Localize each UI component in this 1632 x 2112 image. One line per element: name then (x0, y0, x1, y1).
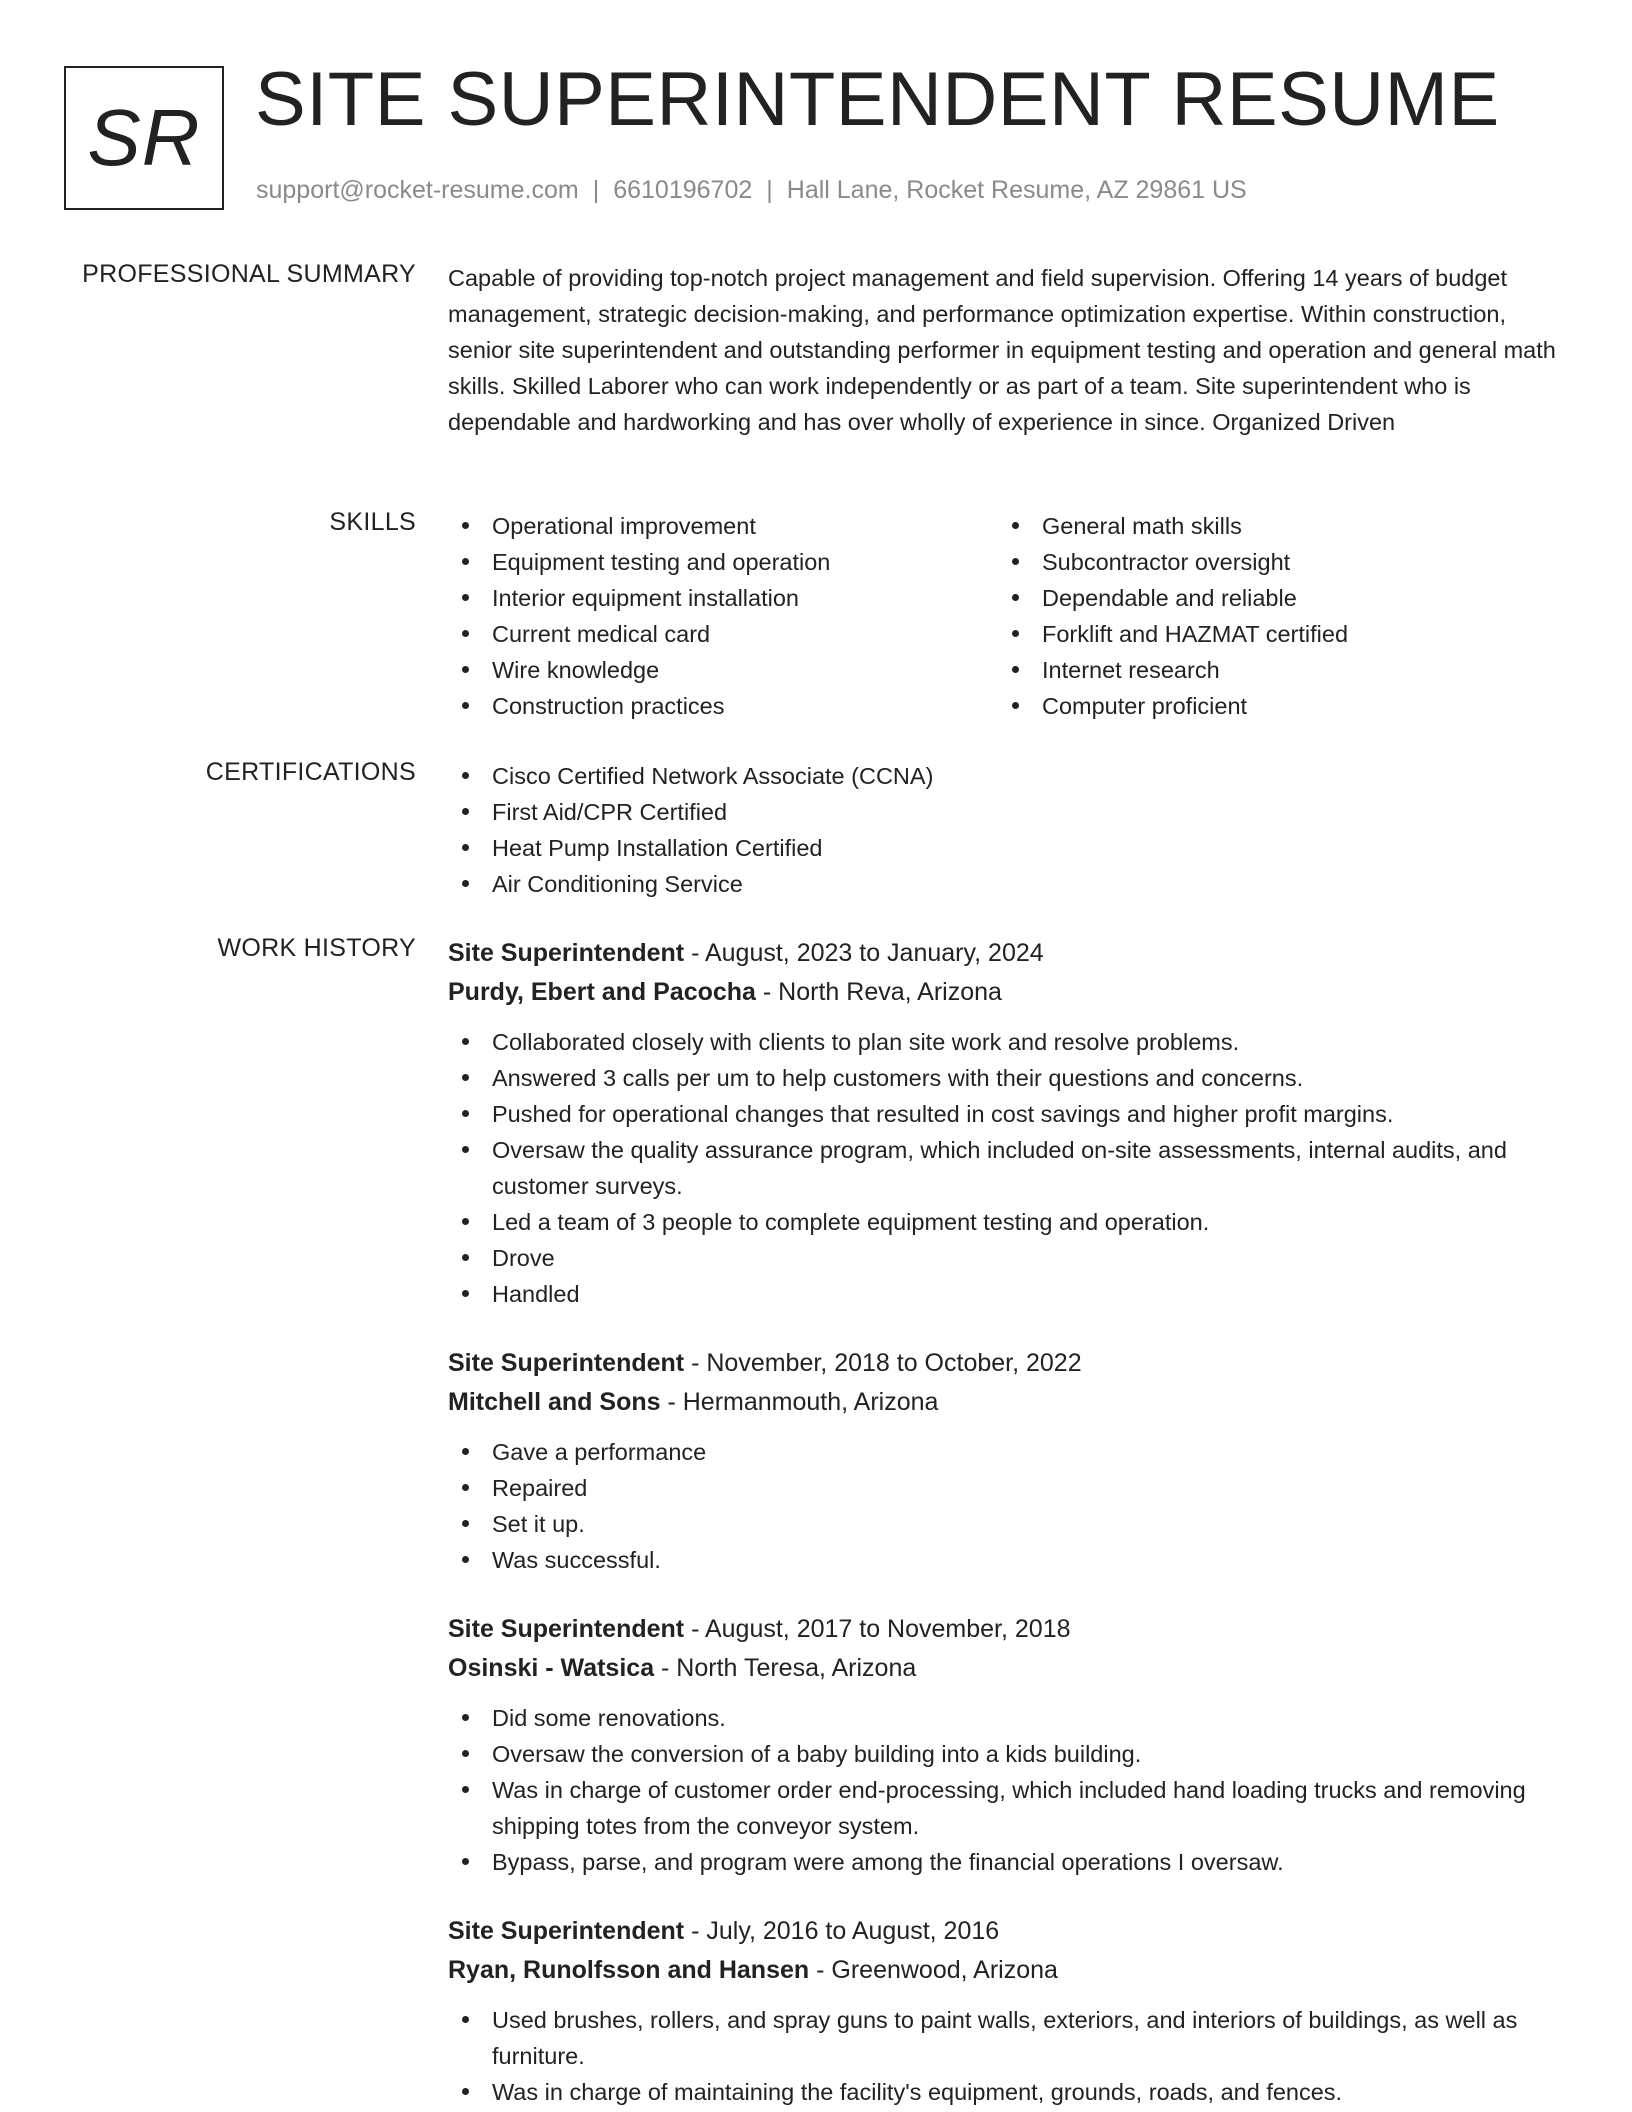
job-dates: - August, 2023 to January, 2024 (684, 939, 1044, 967)
summary-text: Capable of providing top-notch project management and field supervision. Offering 14 years of budget management, strategic decision-making, and performance optimization expertise. Within construction, senior site superintendent and outstanding performer in equipment testing and operation and general math skills. Skilled Laborer who can work independently or as part of a team. Site superintendent who is dependable and hardworking and has over wholly of experience in since. Organized Driven (448, 265, 1556, 435)
certification-item: Heat Pump Installation Certified (448, 830, 1564, 866)
job-location: - Hermanmouth, Arizona (660, 1388, 939, 1416)
job-dates: - August, 2017 to November, 2018 (684, 1615, 1071, 1643)
contact-phone: 6610196702 (613, 176, 753, 204)
job-bullet: Gave a performance (448, 1434, 1564, 1470)
skills-list-left (448, 508, 998, 724)
contact-separator: | (592, 176, 600, 204)
job-bullet: Answered 3 calls per um to help customers with their questions and concerns. (448, 1060, 1564, 1096)
job-entry (448, 1610, 1564, 1880)
job-bullet: Led a team of 3 people to complete equipment testing and operation. (448, 1204, 1564, 1240)
certifications-label: CERTIFICATIONS (205, 758, 416, 786)
skill-item: Current medical card (448, 616, 998, 652)
work-history-body (448, 934, 1564, 2112)
job-bullet: Collaborated closely with clients to plan site work and resolve problems. (448, 1024, 1564, 1060)
skill-item: Operational improvement (448, 508, 998, 544)
job-entry (448, 934, 1564, 1312)
skill-item: Subcontractor oversight (998, 544, 1548, 580)
certification-item: Cisco Certified Network Associate (CCNA) (448, 758, 1564, 794)
job-bullets (448, 1434, 1564, 1578)
skill-item: Equipment testing and operation (448, 544, 998, 580)
job-bullets (448, 2002, 1564, 2110)
contact-line (256, 176, 1247, 205)
skill-item: Construction practices (448, 688, 998, 724)
summary-label: PROFESSIONAL SUMMARY (82, 260, 416, 288)
job-bullet: Handled (448, 1276, 1564, 1312)
job-bullet: Oversaw the conversion of a baby building into a kids building. (448, 1736, 1564, 1772)
job-company: Ryan, Runolfsson and Hansen (448, 1956, 810, 1984)
job-bullet: Pushed for operational changes that resulted in cost savings and higher profit margins. (448, 1096, 1564, 1132)
job-company: Osinski - Watsica (448, 1654, 655, 1682)
certification-item: First Aid/CPR Certified (448, 794, 1564, 830)
job-bullet: Bypass, parse, and program were among the financial operations I oversaw. (448, 1844, 1564, 1880)
job-title: Site Superintendent (448, 1615, 685, 1643)
contact-address: Hall Lane, Rocket Resume, AZ 29861 US (786, 176, 1247, 204)
skill-item: Wire knowledge (448, 652, 998, 688)
job-title-line (448, 1344, 1564, 1382)
job-bullet: Used brushes, rollers, and spray guns to paint walls, exteriors, and interiors of buildings, as well as furniture. (448, 2002, 1564, 2074)
job-company: Purdy, Ebert and Pacocha (448, 978, 756, 1006)
contact-separator: | (766, 176, 773, 204)
job-bullet: Was in charge of customer order end-processing, which included hand loading trucks and removing shipping totes from the conveyor system. (448, 1772, 1564, 1844)
skill-item: Dependable and reliable (998, 580, 1548, 616)
skill-item: Interior equipment installation (448, 580, 998, 616)
job-bullets (448, 1700, 1564, 1880)
contact-email: support@rocket-resume.com (256, 176, 579, 204)
job-bullets (448, 1024, 1564, 1312)
skill-item: General math skills (998, 508, 1548, 544)
job-dates: - November, 2018 to October, 2022 (684, 1349, 1082, 1377)
job-company-line (448, 1648, 1564, 1688)
job-company-line (448, 1382, 1564, 1422)
job-bullet: Set it up. (448, 1506, 1564, 1542)
skills-columns (448, 508, 1564, 724)
certification-item: Air Conditioning Service (448, 866, 1564, 902)
job-bullet: Did some renovations. (448, 1700, 1564, 1736)
job-bullet: Oversaw the quality assurance program, which included on-site assessments, internal audits, and customer surveys. (448, 1132, 1564, 1204)
skill-item: Computer proficient (998, 688, 1548, 724)
job-title: Site Superintendent (448, 1917, 685, 1945)
job-bullet: Was in charge of maintaining the facility's equipment, grounds, roads, and fences. (448, 2074, 1564, 2110)
job-company-line (448, 1950, 1564, 1990)
job-title: Site Superintendent (448, 1349, 685, 1377)
skills-label: SKILLS (329, 508, 416, 536)
monogram-initials: SR (64, 66, 224, 210)
job-company-line (448, 972, 1564, 1012)
job-bullet: Drove (448, 1240, 1564, 1276)
skill-item: Forklift and HAZMAT certified (998, 616, 1548, 652)
job-location: - North Teresa, Arizona (654, 1654, 917, 1682)
job-bullet: Was successful. (448, 1542, 1564, 1578)
job-title-line (448, 1912, 1564, 1950)
work-history-label: WORK HISTORY (217, 934, 416, 962)
page-title: SITE SUPERINTENDENT RESUME (255, 57, 1500, 142)
job-dates: - July, 2016 to August, 2016 (684, 1917, 1000, 1945)
certifications-list (448, 758, 1564, 902)
skill-item: Internet research (998, 652, 1548, 688)
job-title-line (448, 1610, 1564, 1648)
job-location: - Greenwood, Arizona (809, 1956, 1058, 1984)
job-title: Site Superintendent (448, 939, 685, 967)
job-entry (448, 1344, 1564, 1578)
job-location: - North Reva, Arizona (755, 978, 1002, 1006)
job-entry (448, 1912, 1564, 2110)
job-bullet: Repaired (448, 1470, 1564, 1506)
skills-list-right (998, 508, 1548, 724)
job-title-line (448, 934, 1564, 972)
job-company: Mitchell and Sons (448, 1388, 661, 1416)
